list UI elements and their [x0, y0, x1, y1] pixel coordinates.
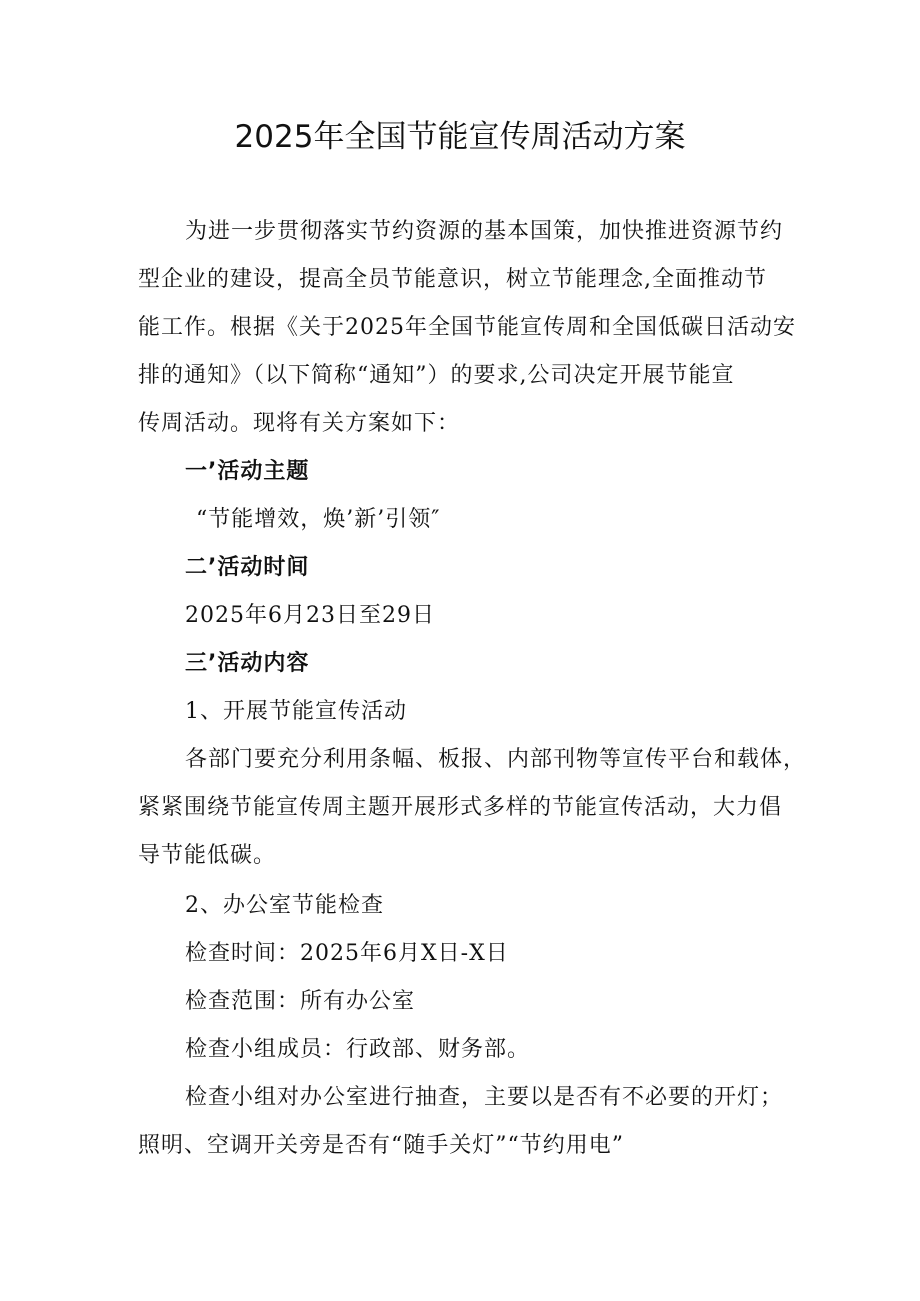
item-1-line-3: 导节能低碳。 — [138, 843, 277, 868]
intro-line-3: 能工作。根据《关于2025年全国节能宣传周和全国低碳日活动安 — [138, 315, 796, 340]
item-2-line-2: 照明、空调开关旁是否有“随手关灯”“节约用电” — [138, 1133, 624, 1158]
section-heading-content: 三’活动内容 — [185, 651, 310, 676]
intro-line-1: 为进一步贯彻落实节约资源的基本国策，加快推进资源节约 — [185, 219, 784, 244]
section-heading-theme: 一’活动主题 — [185, 459, 310, 484]
item-1-line-1: 各部门要充分利用条幅、板报、内部刊物等宣传平台和载体， — [185, 747, 807, 772]
item-1-line-2: 紧紧围绕节能宣传周主题开展形式多样的节能宣传活动，大力倡 — [138, 795, 783, 820]
inspection-members: 检查小组成员：行政部、财务部。 — [185, 1037, 531, 1062]
item-1-title: 1、开展节能宣传活动 — [185, 699, 407, 724]
inspection-time: 检查时间：2025年6月X日-X日 — [185, 941, 509, 966]
document-title: 2025年全国节能宣传周活动方案 — [234, 119, 686, 155]
section-heading-time: 二’活动时间 — [185, 555, 310, 580]
intro-line-5: 传周活动。现将有关方案如下： — [138, 411, 461, 436]
item-2-line-1: 检查小组对办公室进行抽查，主要以是否有不必要的开灯； — [185, 1085, 784, 1110]
activity-dates: 2025年6月23日至29日 — [185, 603, 435, 628]
intro-line-2: 型企业的建设，提高全员节能意识，树立节能理念,全面推动节 — [138, 267, 767, 292]
inspection-scope: 检查范围：所有办公室 — [185, 989, 416, 1014]
item-2-title: 2、办公室节能检查 — [185, 893, 384, 918]
theme-slogan: “节能增效，焕’新’引领″ — [196, 507, 441, 532]
intro-line-4: 排的通知》（以下简称“通知”）的要求,公司决定开展节能宣 — [138, 363, 735, 388]
